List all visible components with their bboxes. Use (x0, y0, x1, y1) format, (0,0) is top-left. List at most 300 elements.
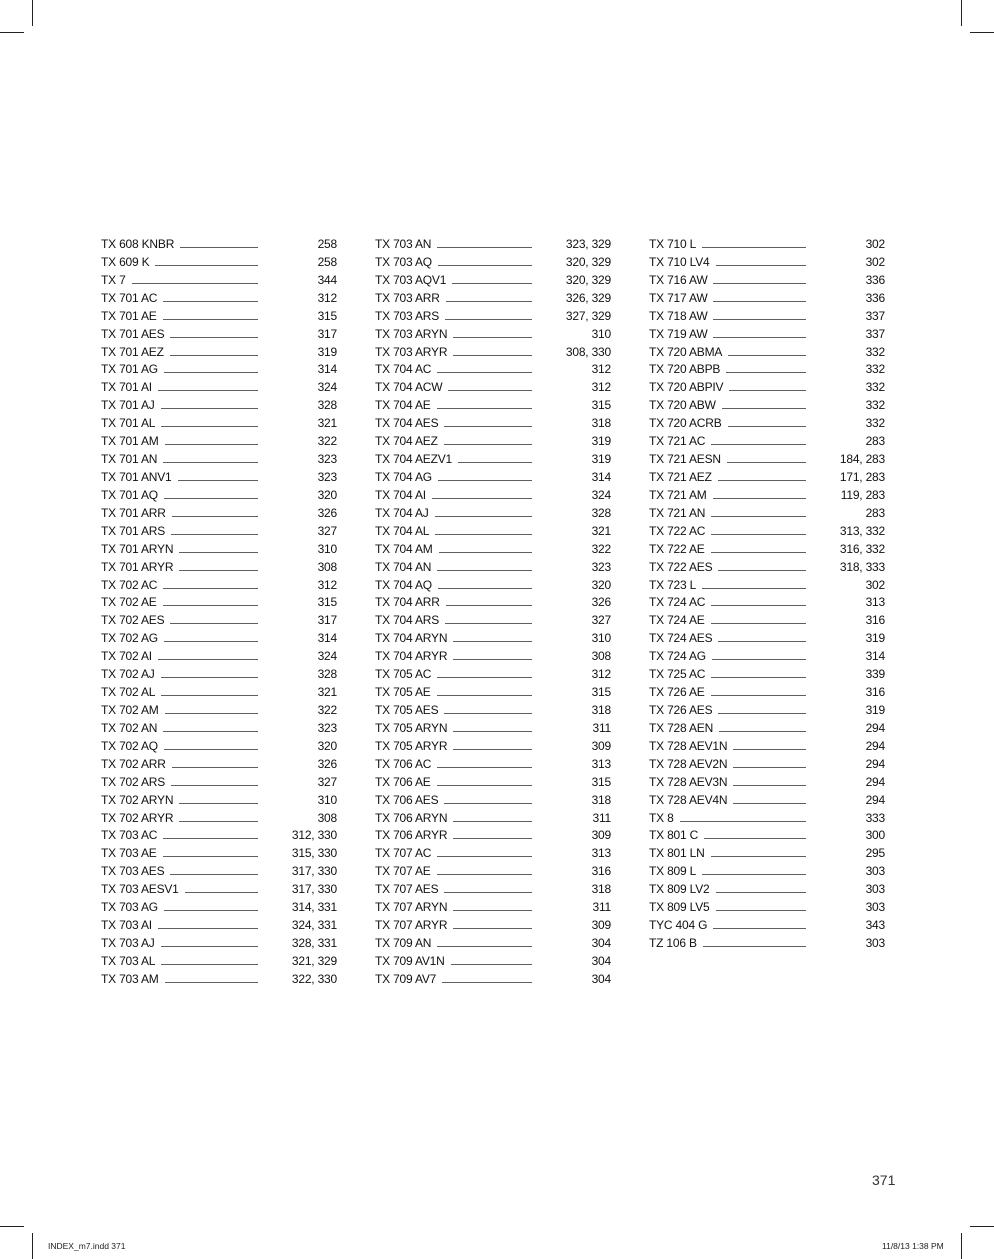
entry-pages: 319 (591, 434, 611, 449)
entry-name: TX 702 AJ (101, 667, 155, 682)
entry-name: TX 704 AN (375, 559, 432, 574)
leader-line (437, 856, 532, 857)
entry-pages: 119, 283 (840, 487, 885, 502)
leader-line (180, 247, 258, 248)
index-entry (375, 630, 611, 648)
index-entry (101, 361, 337, 379)
entry-pages: 328, 331 (291, 935, 337, 950)
crop-mark-top-left-vertical (32, 0, 33, 26)
entry-pages: 313 (865, 595, 885, 610)
entry-pages: 294 (865, 738, 885, 753)
leader-line (165, 444, 258, 445)
entry-name: TZ 106 B (649, 935, 697, 950)
leader-line (453, 731, 532, 732)
entry-name: TX 8 (649, 810, 674, 825)
index-entry (375, 881, 611, 899)
leader-line (172, 516, 258, 517)
leader-line (161, 408, 258, 409)
entry-name: TX 728 AEV4N (649, 792, 728, 807)
index-entry (375, 594, 611, 612)
entry-name: TX 702 AN (101, 720, 158, 735)
entry-name: TX 724 AES (649, 631, 713, 646)
entry-pages: 324 (317, 380, 337, 395)
index-entry (375, 792, 611, 810)
index-entry (375, 810, 611, 828)
entry-pages: 318 (591, 416, 611, 431)
index-entry (375, 469, 611, 487)
leader-line (444, 426, 532, 427)
entry-pages: 316 (865, 613, 885, 628)
leader-line (435, 516, 532, 517)
entry-pages: 283 (865, 505, 885, 520)
leader-line (170, 355, 258, 356)
index-entry (649, 612, 885, 630)
index-entry (375, 917, 611, 935)
leader-line (452, 283, 532, 284)
index-entry (101, 935, 337, 953)
index-entry (101, 254, 337, 272)
index-entry (649, 379, 885, 397)
entry-pages: 315 (591, 685, 611, 700)
entry-name: TX 701 ARYN (101, 541, 174, 556)
leader-line (437, 946, 532, 947)
index-entry (375, 236, 611, 254)
entry-name: TX 721 AEZ (649, 469, 712, 484)
index-entry (101, 720, 337, 738)
entry-name: TX 704 ARYR (375, 649, 448, 664)
entry-pages: 184, 283 (839, 452, 885, 467)
leader-line (727, 462, 806, 463)
entry-pages: 321, 329 (291, 953, 337, 968)
index-entry (375, 523, 611, 541)
index-entry (649, 487, 885, 505)
index-entry (375, 666, 611, 684)
entry-pages: 318 (591, 882, 611, 897)
leader-line (158, 928, 258, 929)
entry-pages: 319 (865, 702, 885, 717)
entry-pages: 319 (317, 344, 337, 359)
leader-line (453, 641, 532, 642)
entry-name: TX 701 ARR (101, 505, 166, 520)
leader-line (132, 283, 258, 284)
leader-line (718, 713, 806, 714)
entry-name: TX 707 ARYR (375, 918, 448, 933)
leader-line (702, 247, 806, 248)
leader-line (163, 588, 258, 589)
index-entry (649, 648, 885, 666)
leader-line (451, 964, 532, 965)
index-entry (375, 433, 611, 451)
index-entry (101, 648, 337, 666)
entry-name: TX 728 AEN (649, 720, 714, 735)
leader-line (711, 534, 806, 535)
entry-name: TX 703 AL (101, 953, 156, 968)
leader-line (161, 677, 258, 678)
entry-pages: 326 (317, 505, 337, 520)
index-entry (101, 344, 337, 362)
entry-name: TX 702 AES (101, 613, 165, 628)
entry-name: TX 702 AI (101, 649, 152, 664)
leader-line (164, 498, 258, 499)
entry-pages: 308 (317, 559, 337, 574)
entry-pages: 320 (591, 577, 611, 592)
index-entry (649, 344, 885, 362)
entry-name: TX 724 AE (649, 613, 705, 628)
entry-name: TX 720 ABPB (649, 362, 721, 377)
entry-pages: 327 (317, 774, 337, 789)
leader-line (728, 355, 806, 356)
index-entry (649, 666, 885, 684)
leader-line (185, 892, 258, 893)
leader-line (711, 677, 806, 678)
index-entry (375, 415, 611, 433)
entry-pages: 310 (591, 326, 611, 341)
index-entry (375, 953, 611, 971)
entry-pages: 171, 283 (839, 469, 885, 484)
entry-pages: 320 (317, 487, 337, 502)
leader-line (444, 713, 532, 714)
index-entry (375, 648, 611, 666)
index-entry (101, 433, 337, 451)
index-entry (101, 379, 337, 397)
entry-name: TX 726 AES (649, 702, 713, 717)
entry-name: TX 703 AM (101, 971, 159, 986)
entry-pages: 343 (865, 918, 885, 933)
index-entry (101, 505, 337, 523)
entry-name: TX 721 AN (649, 505, 706, 520)
leader-line (164, 641, 258, 642)
entry-name: TX 609 K (101, 254, 150, 269)
index-entry (649, 397, 885, 415)
index-entry (375, 720, 611, 738)
entry-name: TX 702 ARYN (101, 792, 174, 807)
leader-line (448, 390, 532, 391)
leader-line (702, 874, 806, 875)
index-entry (101, 845, 337, 863)
entry-name: TX 704 ARR (375, 595, 440, 610)
entry-pages: 303 (865, 900, 885, 915)
index-entry (649, 935, 885, 953)
leader-line (437, 695, 532, 696)
entry-name: TX 608 KNBR (101, 237, 175, 251)
entry-pages: 300 (865, 828, 885, 843)
leader-line (437, 677, 532, 678)
entry-pages: 310 (591, 631, 611, 646)
entry-pages: 258 (317, 254, 337, 269)
leader-line (453, 928, 532, 929)
entry-pages: 322, 330 (291, 971, 337, 986)
entry-name: TX 706 AE (375, 774, 431, 789)
index-entry (649, 290, 885, 308)
entry-pages: 315 (317, 308, 337, 323)
leader-line (716, 265, 806, 266)
leader-line (163, 838, 258, 839)
entry-pages: 314 (591, 469, 611, 484)
index-entry (101, 899, 337, 917)
entry-pages: 283 (865, 434, 885, 449)
entry-pages: 321 (317, 416, 337, 431)
index-entry (649, 720, 885, 738)
entry-name: TX 720 ACRB (649, 416, 722, 431)
entry-pages: 328 (591, 505, 611, 520)
entry-pages: 339 (865, 667, 885, 682)
index-entry (649, 702, 885, 720)
entry-name: TX 705 ARYR (375, 738, 448, 753)
leader-line (680, 821, 806, 822)
leader-line (444, 444, 532, 445)
entry-pages: 308, 330 (565, 344, 611, 359)
index-entry (375, 308, 611, 326)
entry-name: TX 720 ABMA (649, 344, 723, 359)
leader-line (171, 785, 258, 786)
entry-pages: 314 (317, 362, 337, 377)
index-entry (101, 630, 337, 648)
entry-name: TX 702 ARYR (101, 810, 174, 825)
entry-name: TX 704 ARS (375, 613, 440, 628)
entry-pages: 322 (317, 702, 337, 717)
index-entry (101, 487, 337, 505)
leader-line (733, 785, 806, 786)
index-entry (101, 810, 337, 828)
index-entry (101, 792, 337, 810)
leader-line (163, 462, 258, 463)
entry-pages: 308 (591, 649, 611, 664)
entry-name: TX 723 L (649, 577, 697, 592)
entry-pages: 309 (591, 828, 611, 843)
leader-line (158, 390, 258, 391)
entry-pages: 311 (592, 810, 611, 825)
leader-line (453, 821, 532, 822)
entry-name: TX 704 AI (375, 487, 426, 502)
leader-line (711, 623, 806, 624)
entry-name: TX 705 AES (375, 702, 439, 717)
leader-line (165, 982, 258, 983)
index-entry (101, 917, 337, 935)
index-entry (375, 935, 611, 953)
entry-pages: 312 (317, 577, 337, 592)
leader-line (439, 552, 532, 553)
index-entry (375, 361, 611, 379)
entry-pages: 315, 330 (291, 846, 337, 861)
entry-name: TX 703 ARYN (375, 326, 448, 341)
entry-pages: 333 (865, 810, 885, 825)
entry-pages: 303 (865, 864, 885, 879)
leader-line (733, 803, 806, 804)
entry-name: TX 704 ARYN (375, 631, 448, 646)
entry-name: TX 809 L (649, 864, 697, 879)
index-entry (101, 397, 337, 415)
entry-name: TX 701 ARS (101, 523, 166, 538)
entry-name: TX 704 ACW (375, 380, 443, 395)
index-entry (101, 881, 337, 899)
entry-pages: 309 (591, 918, 611, 933)
leader-line (446, 301, 532, 302)
leader-line (713, 498, 806, 499)
index-entry (101, 308, 337, 326)
leader-line (155, 265, 258, 266)
entry-name: TX 710 LV4 (649, 254, 710, 269)
entry-name: TX 701 AL (101, 416, 156, 431)
leader-line (458, 462, 532, 463)
leader-line (158, 659, 258, 660)
entry-pages: 336 (865, 272, 885, 287)
entry-name: TX 719 AW (649, 326, 708, 341)
entry-name: TX 703 AQV1 (375, 272, 447, 287)
entry-pages: 337 (865, 326, 885, 341)
leader-line (453, 337, 532, 338)
entry-name: TX 704 AG (375, 469, 432, 484)
index-entry (649, 505, 885, 523)
index-entry (101, 415, 337, 433)
entry-name: TX 720 ABW (649, 398, 716, 413)
index-entry (101, 559, 337, 577)
index-entry (649, 792, 885, 810)
entry-name: TX 707 ARYN (375, 900, 448, 915)
leader-line (437, 372, 532, 373)
leader-line (711, 552, 806, 553)
index-entry (649, 559, 885, 577)
leader-line (713, 337, 806, 338)
index-entry (101, 827, 337, 845)
leader-line (733, 749, 806, 750)
entry-name: TX 721 AC (649, 434, 706, 449)
entry-pages: 315 (591, 398, 611, 413)
index-entry (649, 236, 885, 254)
entry-name: TX 703 AI (101, 918, 152, 933)
index-entry (101, 612, 337, 630)
crop-mark-bottom-right-horizontal (970, 1226, 994, 1227)
leader-line (163, 319, 258, 320)
leader-line (711, 605, 806, 606)
leader-line (437, 874, 532, 875)
index-entry (101, 756, 337, 774)
entry-name: TX 703 AQ (375, 254, 432, 269)
entry-name: TX 704 AM (375, 541, 433, 556)
entry-pages: 312, 330 (291, 828, 337, 843)
entry-name: TX 704 AES (375, 416, 439, 431)
entry-name: TX 705 AC (375, 667, 432, 682)
index-entry (375, 702, 611, 720)
entry-name: TX 701 AES (101, 326, 165, 341)
entry-name: TX 701 ANV1 (101, 469, 172, 484)
slug-timestamp: 11/8/13 1:38 PM (882, 1241, 944, 1251)
leader-line (437, 767, 532, 768)
index-entry (101, 684, 337, 702)
entry-name: TX 703 ARR (375, 290, 440, 305)
entry-pages: 322 (591, 541, 611, 556)
entry-name: TX 701 AQ (101, 487, 158, 502)
entry-pages: 332 (865, 416, 885, 431)
entry-pages: 317 (317, 326, 337, 341)
leader-line (444, 803, 532, 804)
leader-line (179, 803, 258, 804)
index-entry (375, 254, 611, 272)
leader-line (453, 355, 532, 356)
crop-mark-bottom-right-vertical (961, 1233, 962, 1259)
entry-name: TX 702 AM (101, 702, 159, 717)
entry-pages: 326 (591, 595, 611, 610)
entry-name: TX 725 AC (649, 667, 706, 682)
entry-pages: 314 (317, 631, 337, 646)
entry-name: TX 703 AJ (101, 935, 155, 950)
index-entry (101, 666, 337, 684)
leader-line (733, 767, 806, 768)
crop-mark-bottom-left-vertical (32, 1233, 33, 1259)
index-entry (375, 684, 611, 702)
leader-line (437, 785, 532, 786)
index-entry (649, 827, 885, 845)
leader-line (178, 480, 258, 481)
entry-pages: 302 (865, 254, 885, 269)
entry-pages: 332 (865, 380, 885, 395)
entry-name: TX 7 (101, 272, 126, 287)
entry-name: TX 721 AM (649, 487, 707, 502)
index-entry (101, 953, 337, 971)
entry-name: TX 801 LN (649, 846, 705, 861)
crop-mark-top-right-vertical (961, 0, 962, 26)
entry-name: TX 721 AESN (649, 452, 721, 467)
entry-pages: 310 (317, 792, 337, 807)
leader-line (438, 265, 532, 266)
entry-name: TX 702 AL (101, 685, 156, 700)
leader-line (438, 588, 532, 589)
crop-mark-bottom-left-horizontal (0, 1226, 24, 1227)
index-entry (375, 738, 611, 756)
entry-pages: 316 (591, 864, 611, 879)
entry-pages: 323 (591, 559, 611, 574)
entry-name: TX 801 C (649, 828, 699, 843)
entry-pages: 316, 332 (839, 541, 885, 556)
entry-pages: 323 (317, 720, 337, 735)
leader-line (442, 982, 532, 983)
entry-pages: 327 (317, 523, 337, 538)
entry-name: TX 701 AG (101, 362, 158, 377)
index-entry (649, 577, 885, 595)
entry-pages: 320, 329 (565, 254, 611, 269)
entry-name: TX 703 AESV1 (101, 882, 179, 897)
leader-line (445, 623, 532, 624)
entry-name: TX 701 AEZ (101, 344, 164, 359)
entry-pages: 294 (865, 774, 885, 789)
entry-name: TX 702 ARR (101, 756, 166, 771)
index-entry (649, 272, 885, 290)
entry-name: TX 717 AW (649, 290, 708, 305)
leader-line (164, 749, 258, 750)
index-entry (375, 397, 611, 415)
leader-line (453, 749, 532, 750)
entry-name: TX 702 AQ (101, 738, 158, 753)
leader-line (726, 372, 806, 373)
index-entry (375, 290, 611, 308)
index-entry (649, 881, 885, 899)
entry-pages: 324 (591, 487, 611, 502)
entry-name: TX 709 AN (375, 935, 432, 950)
index-entry (101, 594, 337, 612)
leader-line (437, 247, 532, 248)
entry-name: TX 703 AG (101, 900, 158, 915)
entry-pages: 304 (591, 935, 611, 950)
leader-line (446, 605, 532, 606)
index-entry (101, 236, 337, 254)
entry-name: TX 704 AQ (375, 577, 432, 592)
leader-line (453, 659, 532, 660)
entry-pages: 315 (317, 595, 337, 610)
index-column-3 (649, 236, 885, 953)
entry-pages: 317, 330 (291, 882, 337, 897)
entry-name: TX 701 AE (101, 308, 157, 323)
entry-name: TX 701 ARYR (101, 559, 174, 574)
index-entry (649, 594, 885, 612)
